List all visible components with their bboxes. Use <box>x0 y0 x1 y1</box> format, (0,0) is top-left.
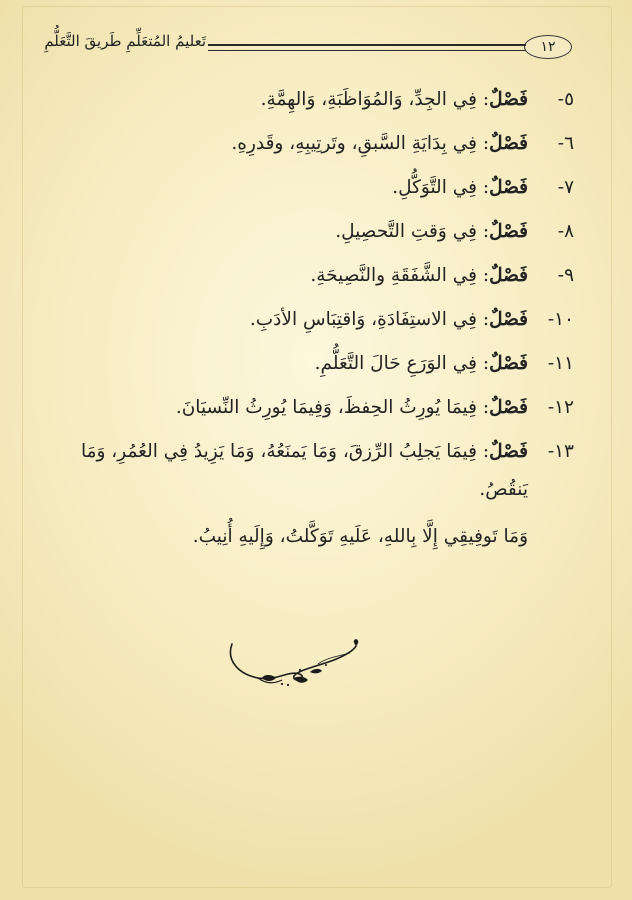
item-text <box>62 122 528 166</box>
item-text <box>62 298 528 342</box>
item-number: ٧- <box>557 177 574 198</box>
list-item <box>62 122 574 166</box>
item-label: فَصْلٌ <box>489 397 528 418</box>
item-number: ٨- <box>557 221 574 242</box>
item-number: ١٢- <box>547 397 574 418</box>
list-item <box>62 342 574 386</box>
running-title: تَعليمُ المُتعَلِّمِ طَريقَ التَّعَلُّمِ <box>44 32 206 50</box>
list-item <box>62 254 574 298</box>
list-item <box>62 78 574 122</box>
item-body: : فِي الجِدِّ، وَالمُوَاظَبَةِ، وَالهِمَّةِ. <box>260 89 490 110</box>
list-item <box>62 210 574 254</box>
item-text <box>62 210 528 254</box>
item-text <box>62 386 528 430</box>
item-body: : فِي الشَّفَقَةِ والنَّصِيحَةِ. <box>310 265 490 286</box>
item-body: : فِي التَّوَكُّلِ. <box>392 177 490 198</box>
item-number: ٥- <box>557 89 574 110</box>
closing-line: وَمَا تَوفِيقِي إِلَّا بِاللهِ، عَلَيهِ تَوَكَّلتُ، وَإِلَيهِ أُنِيبُ. <box>192 526 528 547</box>
item-body: : فِي وَقتِ التَّحصِيلِ. <box>335 221 490 242</box>
item-label: فَصْلٌ <box>489 89 528 110</box>
list-item <box>62 298 574 342</box>
item-text <box>62 166 528 210</box>
item-number: ١١- <box>547 353 574 374</box>
item-label: فَصْلٌ <box>489 309 528 330</box>
chapter-list <box>62 78 574 559</box>
list-item <box>62 386 574 430</box>
item-number: ٦- <box>557 133 574 154</box>
item-number: ١٠- <box>547 309 574 330</box>
item-number: ٩- <box>557 265 574 286</box>
list-item <box>62 166 574 210</box>
item-text <box>62 430 528 509</box>
item-body: : فِي بِدَايَةِ السَّبقِ، وتَرتِيبِهِ، وقَدرِهِ. <box>231 133 490 154</box>
item-label: فَصْلٌ <box>489 265 528 286</box>
item-text <box>62 342 528 386</box>
item-label: فَصْلٌ <box>489 441 528 462</box>
item-body: : فِي الوَرَعِ حَالَ التَّعَلُّمِ. <box>314 353 490 374</box>
item-number: ١٣- <box>547 441 574 462</box>
header-rule-thin <box>208 50 526 51</box>
list-item <box>62 430 574 509</box>
item-label: فَصْلٌ <box>489 177 528 198</box>
item-text <box>62 254 528 298</box>
item-body: : فِيمَا يُورِثُ الحِفظَ، وَفِيمَا يُورِثُ النِّسيَانَ. <box>175 397 490 418</box>
item-label: فَصْلٌ <box>489 221 528 242</box>
header-rule-thick <box>208 44 526 46</box>
page-header <box>0 0 632 80</box>
item-label: فَصْلٌ <box>489 353 528 374</box>
item-text <box>62 78 528 122</box>
page-number: ١٢ <box>524 35 572 59</box>
item-body: : فِي الاستِفَادَةِ، وَاقتِبَاسِ الأدَبِ. <box>249 309 490 330</box>
item-body: : فِيمَا يَجلِبُ الرِّزقَ، وَمَا يَمنَعُهُ، وَمَا يَزِيدُ فِي العُمُرِ، وَمَا يَنقُصُ. <box>80 441 528 500</box>
flourish-ornament-icon <box>222 638 372 698</box>
item-label: فَصْلٌ <box>489 133 528 154</box>
